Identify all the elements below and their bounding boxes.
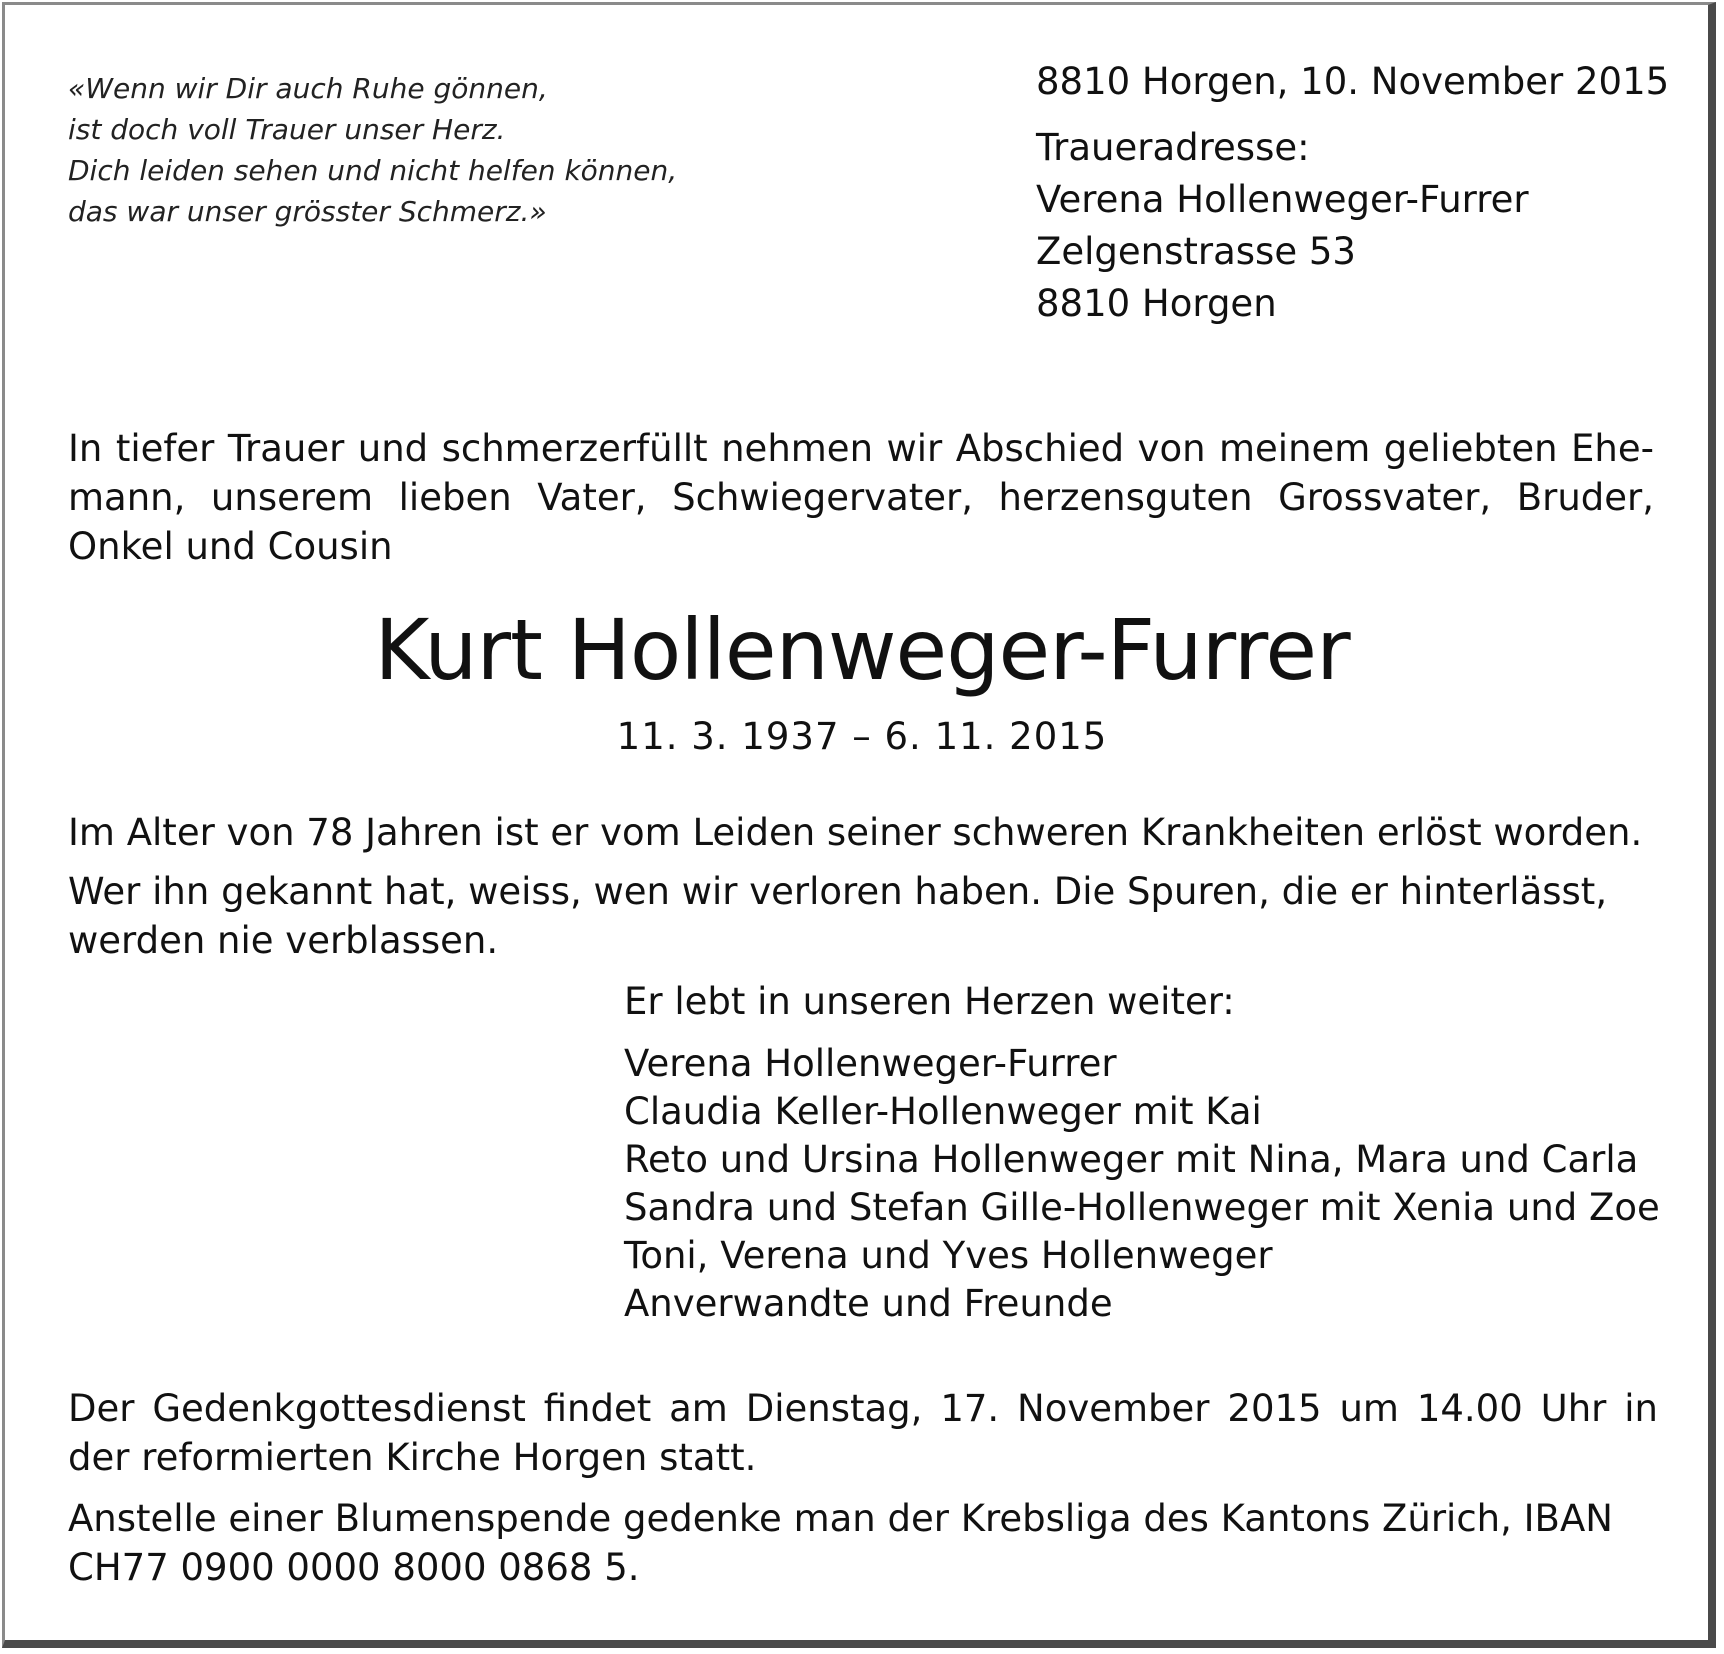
body-paragraph: Wer ihn gekannt hat, weiss, wen wir verloren haben. Die Spuren, die er hinterlässt, werden nie verblassen.: [68, 870, 1608, 962]
address-name: Verena Hollenweger-Furrer: [1036, 178, 1529, 221]
motto-line: «Wenn wir Dir auch Ruhe gönnen,: [68, 72, 548, 105]
mourning-address-block: [1036, 56, 1676, 330]
family-member: Sandra und Stefan Gille-Hollenweger mit Xenia und Zoe: [624, 1186, 1660, 1229]
motto-line: Dich leiden sehen und nicht helfen können,: [68, 154, 678, 187]
place-date: 8810 Horgen, 10. November 2015: [1036, 60, 1670, 103]
donation-notice: Anstelle einer Blumenspende gedenke man der Krebsliga des Kantons Zürich, IBAN CH77 0900 0000 8000 0868 5.: [68, 1497, 1613, 1589]
family-member: Verena Hollenweger-Furrer: [624, 1042, 1117, 1085]
family-member: Anverwandte und Freunde: [624, 1282, 1113, 1325]
family-list: [624, 978, 1664, 1328]
family-member: Claudia Keller-Hollenweger mit Kai: [624, 1090, 1262, 1133]
body-paragraph: Im Alter von 78 Jahren ist er vom Leiden seiner schweren Krankheiten erlöst worden.: [68, 811, 1643, 854]
address-street: Zelgenstrasse 53: [1036, 230, 1356, 273]
intro-paragraph: In tiefer Trauer und schmerzerfüllt nehmen wir Abschied von meinem geliebten Ehemann, unserem lieben Vater, Schwiegervater, herzensguten Grossvater, Bruder, Onkel und Cousin: [68, 427, 1654, 568]
service-notice: Der Gedenkgottesdienst findet am Dienstag, 17. November 2015 um 14.00 Uhr in der reformierten Kirche Horgen statt.: [68, 1387, 1658, 1479]
family-member: Reto und Ursina Hollenweger mit Nina, Mara und Carla: [624, 1138, 1639, 1181]
footer-notice: [68, 1384, 1658, 1592]
life-dates: 11. 3. 1937 – 6. 11. 2015: [616, 715, 1108, 758]
body-text: [68, 808, 1658, 965]
family-member: Toni, Verena und Yves Hollenweger: [624, 1234, 1273, 1277]
address-label: Traueradresse:: [1036, 126, 1310, 169]
motto-line: ist doch voll Trauer unser Herz.: [68, 113, 506, 146]
deceased-name: Kurt Hollenweger-Furrer: [374, 601, 1350, 699]
address-city: 8810 Horgen: [1036, 282, 1277, 325]
motto-line: das war unser grösster Schmerz.»: [68, 195, 547, 228]
family-lead: Er lebt in unseren Herzen weiter:: [624, 980, 1235, 1023]
motto-quote: [68, 68, 788, 232]
